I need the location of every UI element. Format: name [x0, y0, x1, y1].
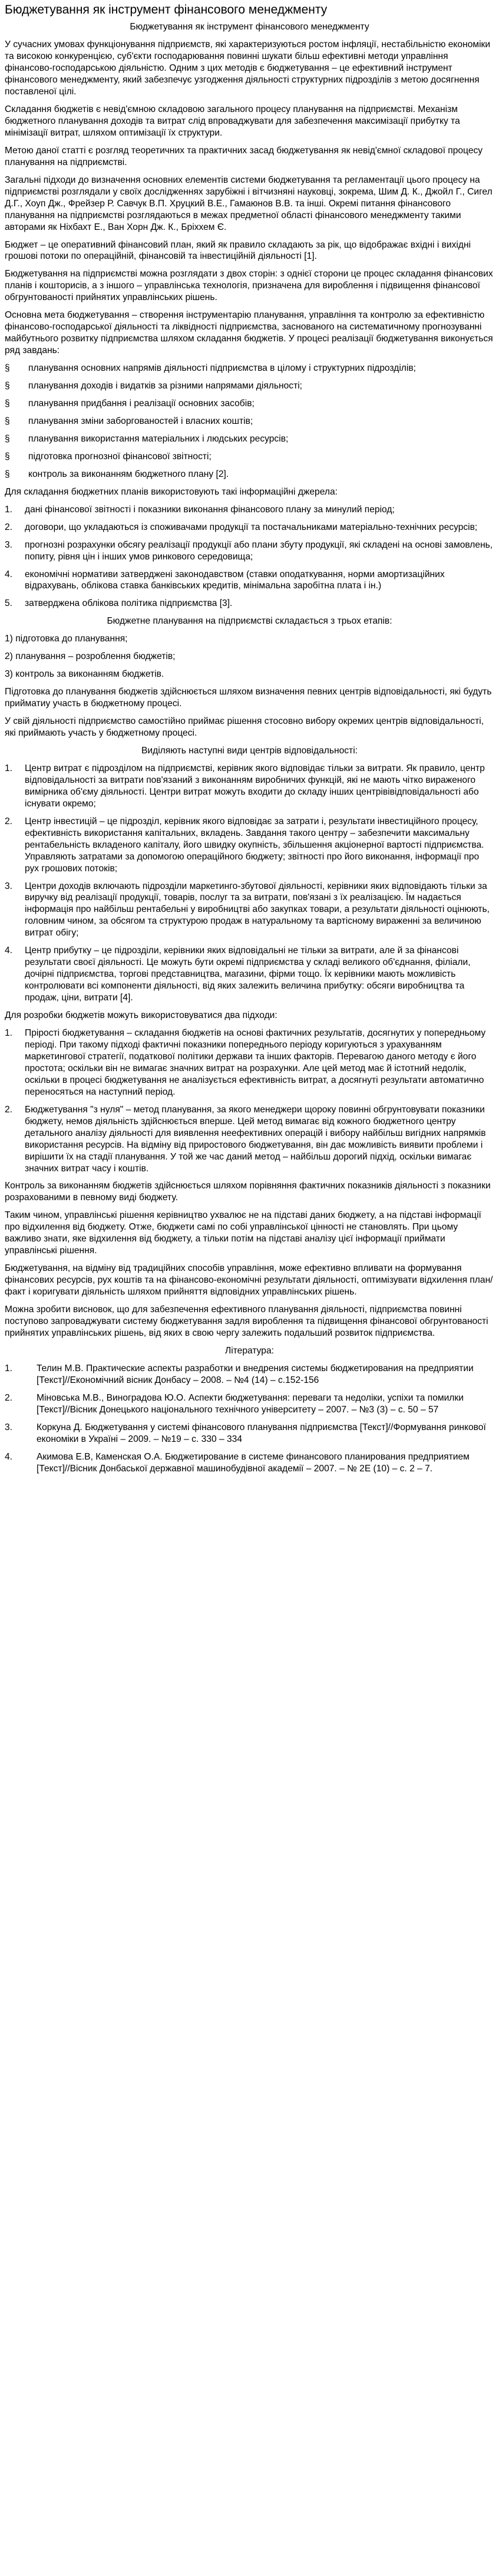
- stage-item: 1) підготовка до планування;: [5, 634, 128, 644]
- tasks-list: [5, 363, 494, 480]
- center-item-number: 2.: [5, 816, 13, 826]
- literature-heading: Література:: [225, 1345, 274, 1356]
- paragraph: Можна зробити висновок, що для забезпечення ефективного планування діяльності, підприємства повинні поступово запроваджувати систему бюджетування задля вироблення та підвищення фінансової обгрунтованості прийнятих управлінських рішень, від яких в свою чергу залежить подальший розвиток підприємства.: [5, 1305, 488, 1338]
- approaches-intro: Для розробки бюджетів можуть використовуватися два підходи:: [5, 1010, 277, 1021]
- stage-item: 2) планування – розроблення бюджетів;: [5, 651, 176, 662]
- info-source-item-text: дані фінансової звітності і показники виконання фінансового плану за минулий період;: [25, 504, 395, 515]
- paragraph: У свій діяльності підприємство самостійно приймає рішення стосовно вибору окремих центрів відповідальності, які приймають участь у бюджетному процесі.: [5, 716, 484, 739]
- paragraph: Складання бюджетів є невід'ємною складовою загального процесу планування на підприємстві. Механізм бюджетного планування доходів та витрат слід впроваджувати для забезпечення максимізації прибутку та мінімізації витрат, шляхом оптимізації їх структури.: [5, 104, 460, 138]
- approach-item-text: Бюджетування "з нуля" – метод планування, за якого менеджери щороку повинні обгрунтовувати показники бюджету, немов діяльність здійснюється вперше. Цей метод вимагає від кожного бюджетного центру детального аналізу діяльності для виявлення неефективних операцій і вибору найбільш вигідних напрямків використання ресурсів. На відміну від приростового бюджетування, він дає можливість виявити проблеми і вирішити їх на стадії планування. У той же час даний метод – найбільш дорогий підхід, оскільки вимагає значних витрат часу і коштів.: [25, 1104, 486, 1174]
- task-item-number: §: [5, 398, 10, 409]
- center-item-number: 4.: [5, 946, 13, 956]
- center-item: [5, 945, 494, 1004]
- info-source-item: [5, 569, 494, 592]
- approach-item: [5, 1027, 494, 1098]
- centers-list: [5, 763, 494, 1004]
- reference-item: [5, 1451, 494, 1475]
- paragraph: Метою даної статті є розгляд теоретичних та практичних засад бюджетування як невід'ємної складової процесу планування на підприємстві.: [5, 145, 483, 167]
- info-source-item: [5, 504, 494, 516]
- info-source-item: [5, 539, 494, 563]
- page-title: Бюджетування як інструмент фінансового менеджменту: [5, 3, 328, 17]
- paragraph: Основна мета бюджетування – створення інструментарію планування, управління та контролю за ефективністю фінансово-господарської діяльності та ліквідності підприємства, заснованого на систематичному прогнозуванні майбутнього розвитку підприємства шляхом складання бюджетів. У процесі реалізації бюджетування виконується ряд завдань:: [5, 310, 493, 356]
- reference-item-number: 3.: [5, 1422, 13, 1432]
- center-item-text: Центр інвестицій – це підрозділ, керівник якого відповідає за затрати і, результати інвестиційного процесу, ефективність використання капітальних, вкладень. Завдання такого центру – забезпечити максимальну рентабельність вкладеного капіталу, його швидку окупність, збільшення акціонерної вартості підприємства. Управляють затратами за допомогою операційного бюджету; звітності про його виконання, інформації про рух грошових потоків;: [25, 816, 484, 874]
- task-item: [5, 416, 494, 427]
- center-item-number: 3.: [5, 881, 13, 891]
- center-item-text: Центр прибутку – це підрозділи, керівники яких відповідальні не тільки за витрати, але й за фінансові результати своєї діяльності. Це можуть бути окремі підприємства у складі великого об'єднання, філіали, дочірні підприємства, торгові представництва, магазини, фірми тощо. Їх керівники мають можливість контролювати всі компоненти діяльності, від яких залежить величина прибутку: обсяги виробництва та продаж, ціни, витрати [4].: [25, 946, 471, 1003]
- reference-item-text: Коркуна Д. Бюджетування у системі фінансового планування підприємства [Текст]//Формування ринкової економіки в Україні – 2009. – №19 – с. 330 – 334: [37, 1422, 486, 1444]
- paragraph: Загальні підходи до визначення основних елементів системи бюджетування та регламентації цього процесу на підприємстві розглядали у своїх дослідженнях зарубіжні і вітчизняні науковці, зокрема, Шим Д. К., Джойл Г., Сигел Д.Г., Хоуп Дж., Фрейзер Р. Савчук В.П. Хруцкий В.Е., Гамаюнов В.В. та інші. Окремі питання фінансового планування на підприємстві розглядаються в межах предметної області фінансового менеджменту такими авторами як Ніхбахт Е., Ван Хорн Дж. К., Бріххем Є.: [5, 174, 493, 232]
- center-item-number: 1.: [5, 763, 13, 773]
- reference-item-text: Міновська М.В., Виноградова Ю.О. Аспекти бюджетування: переваги та недоліки, успіхи та помилки [Текст]//Вісник Донецького національного технічного університету – 2007. – №3 (3) – с. 50 – 57: [37, 1392, 464, 1415]
- article-subtitle: Бюджетування як інструмент фінансового менеджменту: [130, 22, 369, 32]
- info-sources-list: [5, 504, 494, 610]
- center-item-text: Центр витрат є підрозділом на підприємстві, керівник якого відповідає тільки за витрати. Як правило, центр відповідальності за витрати пов'язаний з виконанням виробничих функцій, які не мають чітко вираженого вимірника об'єму діяльності. Центри витрат можуть входити до складу інших центрівівідповідальності або існувати окремо;: [25, 763, 485, 809]
- paragraph: Контроль за виконанням бюджетів здійснюється шляхом порівняння фактичних показників діяльності з показники розрахованими в певному виді бюджету.: [5, 1181, 491, 1203]
- task-item: [5, 380, 494, 392]
- task-item-text: планування доходів і видатків за різними напрямами діяльності;: [28, 381, 303, 391]
- info-source-item-text: затверджена облікова політика підприємства [3].: [25, 598, 233, 609]
- approach-item-text: Прірості бюджетування – складання бюджетів на основі фактичних результатів, досягнутих у попередньому періоді. При такому підході фактичні показники попереднього періоду коригуються з урахуванням маркетингової стратегії, податкової політики держави та інших факторів. Перевагою даного методу є його простота; оскільки він не вимагає значних витрат на розрахунки. Але цей метод має й істотний недолік, оскільки в процесі бюджетування не аналізується ефективність витрат, а досягнуті результати автоматично переносяться на наступний період.: [25, 1028, 486, 1097]
- info-source-item: [5, 598, 494, 610]
- task-item-number: §: [5, 451, 10, 462]
- info-source-item-text: договори, що укладаються із споживачами продукції та постачальниками матеріально-технічних ресурсів;: [25, 522, 478, 532]
- task-item-text: планування використання матеріальних і людських ресурсів;: [28, 433, 289, 444]
- center-item: [5, 763, 494, 810]
- task-item-number: §: [5, 469, 10, 479]
- paragraph: Таким чином, управлінські рішення керівництво ухвалює не на підставі даних бюджету, а на підставі інформації про відхилення від бюджету. Отже, бюджети самі по собі управлінської цінності не становлять. При цьому важливо знати, яке відхилення від бюджету, а тільки потім на підставі аналізу цієї інформації приймати управлінські рішення.: [5, 1210, 481, 1256]
- task-item-number: §: [5, 381, 10, 391]
- reference-item-number: 2.: [5, 1392, 13, 1403]
- task-item: [5, 451, 494, 463]
- reference-item-text: Акимова Е.В, Каменская О.А. Бюджетирование в системе финансового планирования предприятием [Текст]//Вісник Донбаської державної машинобудівної академії – 2007. – № 2Е (10) – с. 2 – 7.: [37, 1451, 470, 1474]
- task-item-text: планування основних напрямів діяльності підприємства в цілому і структурних підрозділів;: [28, 363, 416, 374]
- reference-item: [5, 1392, 494, 1416]
- task-item-text: планування придбання і реалізації основних засобів;: [28, 398, 255, 409]
- intro-section: [5, 39, 494, 357]
- approach-item-number: 2.: [5, 1104, 13, 1115]
- info-source-item: [5, 522, 494, 533]
- approach-item: [5, 1104, 494, 1175]
- center-item: [5, 881, 494, 940]
- task-item-text: підготовка прогнозної фінансової звітності;: [28, 451, 212, 462]
- info-source-item-number: 3.: [5, 539, 13, 550]
- info-source-item-number: 5.: [5, 598, 13, 609]
- task-item: [5, 398, 494, 410]
- task-item-number: §: [5, 363, 10, 374]
- info-source-item-number: 4.: [5, 569, 13, 579]
- mid-section: [5, 686, 494, 739]
- info-source-item-number: 2.: [5, 522, 13, 532]
- center-item-text: Центри доходів включають підрозділи маркетинго-збутової діяльності, керівники яких відповідають тільки за виручку від реалізації продукції, товарів, послуг та за витрати, пов'язані з їх реалізацією. Їм надається інформація про найбільш рентабельні у виробництві або закупках товари, а результати діяльності оцінюють, головним чином, за обсягом та структурою продаж в натуральному та вартісному вираженні за величиною витрат обігу;: [25, 881, 490, 938]
- task-item-number: §: [5, 416, 10, 426]
- references-list: [5, 1363, 494, 1475]
- info-source-item-number: 1.: [5, 504, 13, 515]
- reference-item-number: 1.: [5, 1363, 13, 1373]
- centers-intro: Виділяють наступні види центрів відповідальності:: [141, 746, 358, 756]
- task-item: [5, 469, 494, 480]
- reference-item-text: Телин М.В. Практические аспекты разработки и внедрения системы бюджетирования на предприятии [Текст]//Економічний вісник Донбасу – 2008. – №4 (14) – с.152-156: [37, 1363, 474, 1385]
- paragraph: Бюджетування на підприємстві можна розглядати з двох сторін: з однієї сторони це процес складання фінансових планів і кошторисів, а з іншого – управлінська технологія, призначена для вироблення і підвищення фінансової обгрунтованості прийнятих управлінських рішень.: [5, 269, 493, 303]
- stages-intro: Бюджетне планування на підприємстві складається з трьох етапів:: [107, 616, 392, 627]
- task-item: [5, 433, 494, 445]
- task-item-text: контроль за виконанням бюджетного плану [2].: [28, 469, 229, 479]
- paragraph: Бюджет – це оперативний фінансовий план, який як правило складають за рік, що відображає вхідні і вихідні грошові потоки по операційній, фінансовій та інвестиційній діяльності [1].: [5, 239, 471, 262]
- paragraph: Підготовка до планування бюджетів здійснюється шляхом визначення певних центрів відповідальності, які будуть прийматиу участь в бюджетному процесі.: [5, 687, 492, 709]
- paragraph: Бюджетування, на відміну від традиційних способів управління, може ефективно впливати на формування фінансових ресурсів, рух коштів та на фінансово-економічні результати діяльності, оптимізувати відхилення план/факт і коригувати діяльність шляхом прийняття відповідних управлінських рішень.: [5, 1263, 493, 1297]
- stages-list: [5, 633, 494, 680]
- reference-item-number: 4.: [5, 1451, 13, 1462]
- reference-item: [5, 1363, 494, 1386]
- approach-item-number: 1.: [5, 1028, 13, 1039]
- center-item: [5, 816, 494, 875]
- approaches-list: [5, 1027, 494, 1174]
- closing-section: [5, 1180, 494, 1339]
- info-source-item-text: прогнозні розрахунки обсягу реалізації продукції або плани збуту продукції, які складені на основі замовлень, попиту, рівня цін і інших умов ринкового середовища;: [25, 539, 493, 562]
- task-item-text: планування зміни заборгованостей і власних коштів;: [28, 416, 253, 426]
- task-item: [5, 363, 494, 374]
- paragraph: У сучасних умовах функціонування підприємств, які характеризуються ростом інфляції, нестабільністю економіки та високою конкуренцією, суб'єкти господарювання повинні шукати більш ефективні методи управління фінансово-господарською діяльністю. Одним з цих методів є бюджетування – це ефективний інструмент фінансового менеджменту, який забезпечує узгодження діяльності структурних підрозділів з метою досягнення поставленої цілі.: [5, 39, 491, 97]
- stage-item: 3) контроль за виконанням бюджетів.: [5, 669, 164, 680]
- task-item-number: §: [5, 433, 10, 444]
- info-source-item-text: економічні нормативи затверджені законодавством (ставки оподаткування, норми амортизаційних відрахувань, облікова ставка банківських кредитів, мінімальна заробітна плата і ін.): [25, 569, 445, 591]
- reference-item: [5, 1422, 494, 1445]
- info-sources-intro: Для складання бюджетних планів використовують такі інформаційні джерела:: [5, 486, 338, 497]
